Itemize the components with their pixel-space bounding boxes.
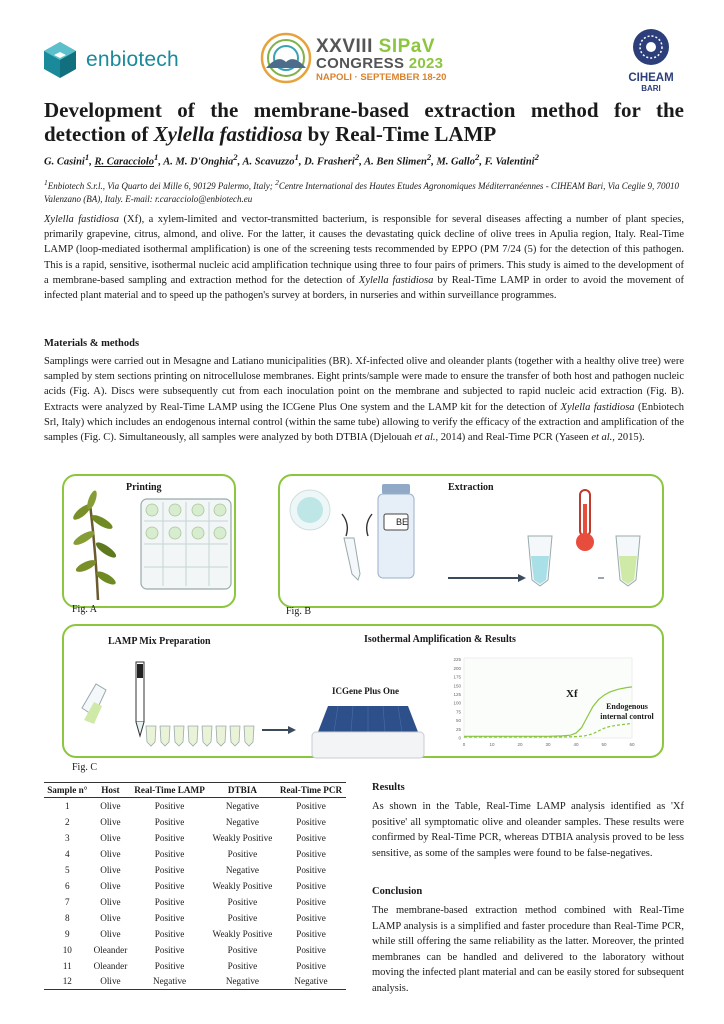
table-cell: Positive — [154, 928, 185, 939]
results-table — [44, 782, 346, 990]
figure-c-left-title: LAMP Mix Preparation — [108, 636, 211, 647]
table-cell: Positive — [154, 896, 185, 907]
table-body — [44, 798, 346, 990]
table-cell: Oleander — [93, 944, 128, 955]
table-cell: Positive — [154, 848, 185, 859]
author-affiliation-mark: 2 — [354, 152, 360, 162]
table-cell: 9 — [64, 928, 70, 939]
methods-heading: Materials & methods — [44, 338, 140, 349]
table-cell: Negative — [225, 800, 260, 811]
table-cell: 6 — [64, 880, 70, 891]
x-tick-label: 0 — [462, 742, 466, 747]
lamp-mix-illustration — [62, 624, 302, 758]
table-cell: Positive — [296, 800, 326, 811]
figure-a-title: Printing — [126, 482, 162, 493]
author-name: G. Casini — [44, 156, 85, 168]
x-tick-label: 20 — [517, 742, 523, 747]
affiliations: $^1$Enbiotech S.r.l., Via Quarto dei Mille 6, 90129 Palermo, Italy; $^2$Centre International des Hautes Etudes Agronomiques Méditerranéennes - CIHEAM Bari, Via Ceglie 9, 70010 Valenzano (BA), Italy. E-mail: r.caracciolo@enbiotech.eu — [44, 178, 680, 204]
author-affiliation-mark: 2 — [534, 152, 539, 162]
table-cell: Positive — [296, 912, 326, 923]
table-cell: Negative — [225, 816, 260, 827]
be-tube-label: BE — [396, 517, 409, 527]
icgene-device-illustration — [308, 698, 428, 768]
y-tick-label: 200 — [453, 665, 461, 671]
table-cell: Positive — [154, 912, 185, 923]
table-cell: Olive — [100, 880, 121, 891]
y-tick-label: 75 — [455, 709, 461, 715]
conclusion-heading: Conclusion — [372, 886, 423, 897]
table-cell: 2 — [64, 816, 70, 827]
table-cell: 10 — [62, 944, 72, 955]
figure-b-title: Extraction — [448, 482, 494, 493]
author-name: A. Scavuzzo — [242, 156, 295, 168]
table-cell: 3 — [64, 832, 70, 843]
table-cell: Positive — [296, 832, 326, 843]
ciheam-emblem-icon — [632, 28, 670, 66]
table-cell: Olive — [100, 864, 121, 875]
membrane-grid-illustration — [140, 498, 232, 590]
table-row — [44, 814, 346, 830]
author-name: R. Caracciolo — [94, 156, 154, 168]
x-tick-label: 30 — [545, 742, 551, 747]
sipav-title: XXVIII SIPaV — [316, 36, 436, 57]
author-name: A. M. D'Onghia — [163, 156, 234, 168]
author-name: D. Frasheri — [304, 156, 355, 168]
enbiotech-logo — [42, 38, 192, 82]
x-tick-label: 60 — [629, 742, 635, 747]
table-cell: Positive — [296, 944, 326, 955]
x-tick-label: 50 — [601, 742, 607, 747]
methods-paragraph: Samplings were carried out in Mesagne and Latiano municipalities (BR). Xf-infected olive and oleander plants (together with a healthy olive tree) were sampled by stem sections printing on nitrocellulose membranes. Eight prints/sample were made to ensure the transfer of both host and pathogen nucleic acids (Fig. A). Discs were subsequently cut from each inoculation point on the membrane and subjected to rapid nucleic acid extraction (Fig. B). Extracts were analyzed by Real-Time LAMP using the ICGene Plus One system and the LAMP kit for the detection of Xylella fastidiosa (Enbiotech Srl, Italy) which includes an endogenous internal control (within the same tube) allowing to verify the efficacy of the extraction and amplification of the samples (Fig. C). Simultaneously, all samples were analyzed by both DTBIA (Djelouah et al., 2014) and Real-Time PCR (Yaseen et al., 2015). — [44, 356, 685, 444]
table-cell: Negative — [276, 974, 346, 990]
chart-plot-area — [464, 658, 632, 738]
table-cell: Olive — [100, 848, 121, 859]
results-heading: Results — [372, 782, 405, 793]
table-cell: 7 — [64, 896, 70, 907]
table-cell: Olive — [91, 974, 131, 990]
sipav-logo — [260, 30, 500, 86]
table-row — [44, 942, 346, 958]
y-tick-label: 225 — [453, 657, 461, 663]
table-cell: Positive — [227, 912, 258, 923]
ic-curve-label: Endogenous internal control — [600, 702, 654, 721]
table-cell: 12 — [44, 974, 91, 990]
author-affiliation-mark: 2 — [474, 152, 480, 162]
table-cell: Positive — [296, 928, 326, 939]
table-cell: Positive — [154, 960, 185, 971]
table-header-row — [44, 783, 346, 798]
table-row — [44, 974, 346, 990]
table-cell: Positive — [154, 944, 185, 955]
table-header-cell: Sample n° — [44, 783, 91, 798]
table-cell: Positive — [154, 800, 185, 811]
table-cell: Negative — [209, 974, 276, 990]
table-cell: Positive — [296, 864, 326, 875]
author-affiliation-mark: 2 — [426, 152, 432, 162]
vesuvius-circle-icon — [260, 32, 312, 84]
author-name: A. Ben Slimen — [364, 156, 427, 168]
results-paragraph: As shown in the Table, Real-Time LAMP analysis identified as 'Xf positive' all symptomatic olive and oleander samples. These results were confirmed by Real-Time PCR, whereas DTBIA analysis proved to be less sensitive, as some of the samples were found to be false-negatives. — [372, 801, 684, 859]
x-tick-label: 10 — [489, 742, 495, 747]
y-tick-label: 100 — [453, 700, 461, 706]
figure-a-box — [62, 474, 236, 608]
y-tick-label: 125 — [453, 692, 461, 698]
table-cell: Weakly Positive — [212, 928, 273, 939]
table-cell: 1 — [64, 800, 70, 811]
table-cell: Negative — [225, 864, 260, 875]
hexagon-logo-icon — [42, 40, 78, 80]
table-cell: Positive — [296, 896, 326, 907]
y-tick-label: 50 — [455, 718, 461, 724]
ciheam-sub: BARI — [641, 84, 661, 93]
table-cell: Positive — [296, 880, 326, 891]
author-affiliation-mark: 2 — [233, 152, 238, 162]
table-cell: Olive — [100, 800, 121, 811]
author-affiliation-mark: 1 — [84, 152, 90, 162]
table-cell: Oleander — [93, 960, 128, 971]
figure-c-right-title: Isothermal Amplification & Results — [364, 634, 516, 645]
table-row — [44, 862, 346, 878]
figure-c-caption: Fig. C — [72, 762, 98, 773]
table-cell: Positive — [296, 848, 326, 859]
figure-b-box — [278, 474, 664, 608]
table-cell: Weakly Positive — [212, 880, 273, 891]
table-row — [44, 894, 346, 910]
table-cell: Olive — [100, 832, 121, 843]
table-cell: 11 — [62, 960, 72, 971]
poster-title: Development of the membrane-based extraction method for the detection of Xylella fastidiosa by Real-Time LAMP — [44, 98, 684, 146]
sipav-date: NAPOLI · SEPTEMBER 18-20 — [316, 72, 447, 83]
table-row — [44, 798, 346, 814]
table-cell: Positive — [154, 816, 185, 827]
y-tick-label: 150 — [453, 683, 461, 689]
table-cell: Positive — [227, 944, 258, 955]
author-name: M. Gallo — [436, 156, 475, 168]
author-affiliation-mark: 1 — [294, 152, 299, 162]
y-tick-label: 25 — [455, 726, 461, 732]
table-row — [44, 926, 346, 942]
table-cell: Weakly Positive — [212, 832, 273, 843]
table-cell: Positive — [227, 848, 258, 859]
table-cell: Positive — [296, 816, 326, 827]
table-row — [44, 910, 346, 926]
x-tick-label: 40 — [573, 742, 579, 747]
authors-line: G. Casini$^1$, R. Caracciolo$^1$, A. M. D'Onghia$^2$, A. Scavuzzo$^1$, D. Frasheri$^2$, A. Ben Slimen$^2$, M. Gallo$^2$, F. Valentini$^2$ — [44, 152, 539, 168]
table-row — [44, 846, 346, 862]
table-header-cell: Real-Time LAMP — [130, 783, 209, 798]
poster-header — [0, 0, 724, 92]
table-header-cell: DTBIA — [209, 783, 276, 798]
y-tick-label: 175 — [453, 674, 461, 680]
ciheam-logo — [622, 28, 680, 93]
table-cell: Positive — [227, 896, 258, 907]
xf-curve-label: Xf — [566, 688, 578, 700]
enbiotech-wordmark: enbiotech — [86, 48, 179, 71]
table-cell: Olive — [100, 816, 121, 827]
device-label: ICGene Plus One — [332, 686, 400, 696]
table-cell: 5 — [64, 864, 70, 875]
table-row — [44, 830, 346, 846]
y-tick-label: 0 — [458, 735, 461, 741]
author-affiliation-mark: 1 — [153, 152, 159, 162]
table-cell: Olive — [100, 912, 121, 923]
extraction-illustration — [278, 474, 664, 608]
table-cell: Positive — [296, 960, 326, 971]
table-header-cell: Real-Time PCR — [276, 783, 346, 798]
figure-c-box — [62, 624, 664, 758]
abstract-paragraph: Xylella fastidiosa (Xf), a xylem-limited and vector-transmitted bacterium, is responsible for several diseases affecting a number of plant species, primarily grapevine, citrus, almond, and olive. For the latter, it causes the devastating quick decline of olive trees in Apulia region, Italy. Real-Time LAMP (loop-mediated isothermal amplification) is one of the screening tests recommended by EPPO (PM 7/24 (5) for the detection of this pathogen. This is a rapid, sensitive, isothermal nucleic acid amplification technique using three to four pairs of primers. This study is aimed to the development of a membrane-based sampling and extraction method for the detection of Xylella fastidiosa by Real-Time LAMP in order to avoid the movement of infected plant material and to speed up the pathogen's survey at borders, in nurseries and within surveillance programmes. — [44, 214, 685, 302]
table-header-cell: Host — [91, 783, 131, 798]
table-cell: Positive — [154, 880, 185, 891]
conclusion-paragraph: The membrane-based extraction method combined with Real-Time LAMP analysis is a simplified and faster procedure than Real-Time PCR, while still offering the same reliability as the latter. Moreover, the printed membranes can be handled and delivered to the laboratory without moving the infected plant material and can be easily stored for subsequent analysis. — [372, 905, 684, 994]
table-cell: 4 — [64, 848, 70, 859]
figure-b-caption: Fig. B — [286, 606, 312, 617]
table-row — [44, 958, 346, 974]
author-name: F. Valentini — [484, 156, 535, 168]
table-cell: Positive — [227, 960, 258, 971]
table-cell: Olive — [100, 896, 121, 907]
figure-a-caption: Fig. A — [72, 604, 98, 615]
table-cell: Positive — [154, 832, 185, 843]
table-cell: Olive — [100, 928, 121, 939]
ciheam-wordmark: CIHEAM — [628, 72, 674, 84]
table-cell: Positive — [154, 864, 185, 875]
table-cell: 8 — [64, 912, 70, 923]
sipav-congress: CONGRESS 2023 — [316, 55, 444, 72]
table-row — [44, 878, 346, 894]
table-cell: Negative — [130, 974, 209, 990]
